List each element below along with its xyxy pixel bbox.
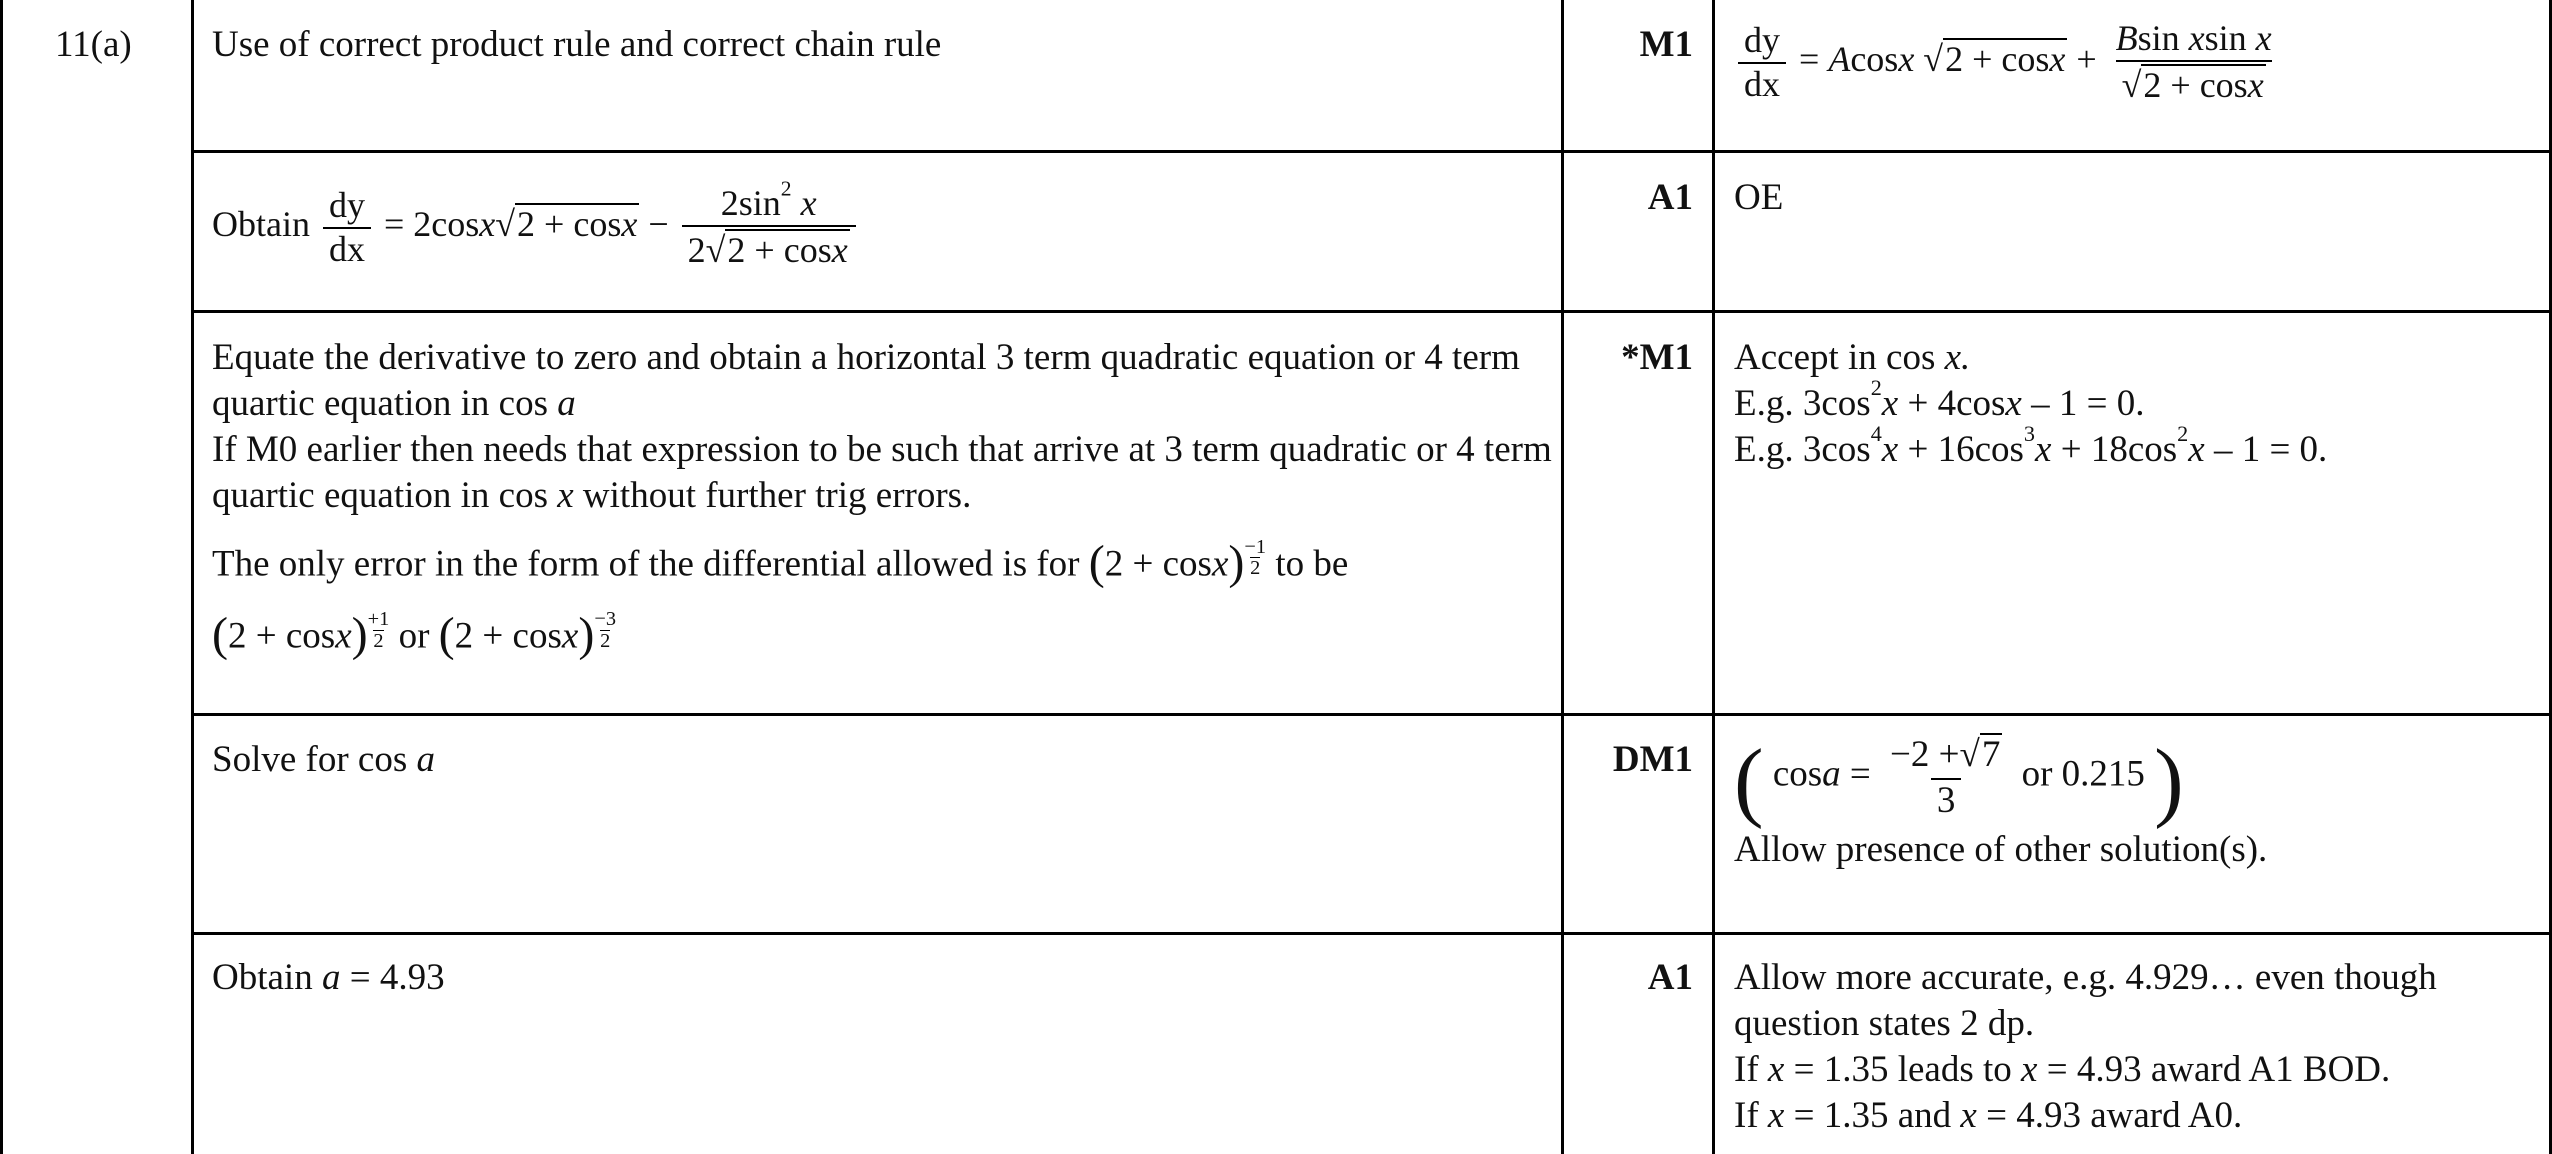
- mark-code: M1: [1639, 24, 1693, 65]
- answer-paragraph: (2 + cosx) $\frac{+1}{2}$ or (2 + cosx) $\frac{-3}{2}$: [212, 608, 616, 662]
- answer-formula: Obtain $\frac{dy}{dx}$ = 2cosx√2 + cosx − $\frac{2\sin^2 x}{2√2 + \cos x}$: [212, 185, 1552, 270]
- row-divider: [191, 932, 2552, 935]
- guidance-fraction: $\frac{\text{Bsin xsin x}}{√2 + \cos x}$: [2115, 18, 2272, 105]
- guidance-block: ( cosa = $\frac{-2 +√7}{3}$ or 0.215 ) Allow presence of other solution(s).: [1734, 733, 2534, 873]
- question-number: 11(a): [55, 24, 132, 65]
- answer-text: Use of correct product rule and correct chain rule: [212, 24, 942, 65]
- answer-paragraph: Equate the derivative to zero and obtain a horizontal 3 term quadratic equation or 4 term quartic equation in cos a: [212, 337, 1520, 424]
- answer-paragraph: If M0 earlier then needs that expression to be such that arrive at 3 term quadratic or 4 term quartic equation in cos x without further trig errors.: [212, 429, 1552, 516]
- column-divider: [1712, 0, 1715, 1154]
- solution-fraction: $\frac{-2 +√7}{3}$: [1890, 734, 2001, 821]
- derivative-fraction: $\frac{dy}{dx}$: [323, 187, 371, 269]
- row-divider: [191, 713, 2552, 716]
- mark-code: A1: [1647, 177, 1693, 218]
- column-divider: [1561, 0, 1564, 1154]
- guidance-block: Allow more accurate, e.g. 4.929… even though question states 2 dp. If x = 1.35 leads to x = 4.93 award A1 BOD. If x = 1.35 and x = 4.93 award A0.: [1734, 957, 2437, 1136]
- table-border-left: [0, 0, 3, 1154]
- answer-paragraph: The only error in the form of the differential allowed is for (2 + cosx) $\frac{-1}{2}$ to be: [212, 535, 1349, 589]
- answer-text: Solve for cos a: [212, 739, 435, 780]
- mark-code: A1: [1647, 957, 1693, 998]
- row-divider: [191, 150, 2552, 153]
- answer-text: Obtain a = 4.93: [212, 957, 445, 998]
- mark-code: DM1: [1612, 739, 1693, 780]
- guidance-block: Accept in cos x. E.g. $3\cos^2x + 4\cos x - 1 = 0$. E.g. $3\cos^4x + 16\cos^3x + 18\cos^2x - 1 = 0$.: [1734, 337, 2328, 470]
- guidance-text: OE: [1734, 177, 1784, 218]
- row-divider: [191, 310, 2552, 313]
- answer-fraction: $\frac{2\sin^2 x}{2√2 + \cos x}$: [682, 185, 856, 270]
- guidance-formula: $\frac{dy}{dx}$ = Acosx √2 + cosx + $\frac{\text{Bsin xsin x}}{√2 + \cos x}$: [1734, 20, 2534, 105]
- guidance-formula: ( cosa = $\frac{-2 +√7}{3}$ or 0.215 ): [1734, 732, 2184, 831]
- answer-block: [212, 335, 1552, 660]
- mark-code: *M1: [1621, 337, 1693, 378]
- derivative-fraction: $\frac{dy}{dx}$: [1738, 22, 1786, 104]
- column-divider: [191, 0, 194, 1154]
